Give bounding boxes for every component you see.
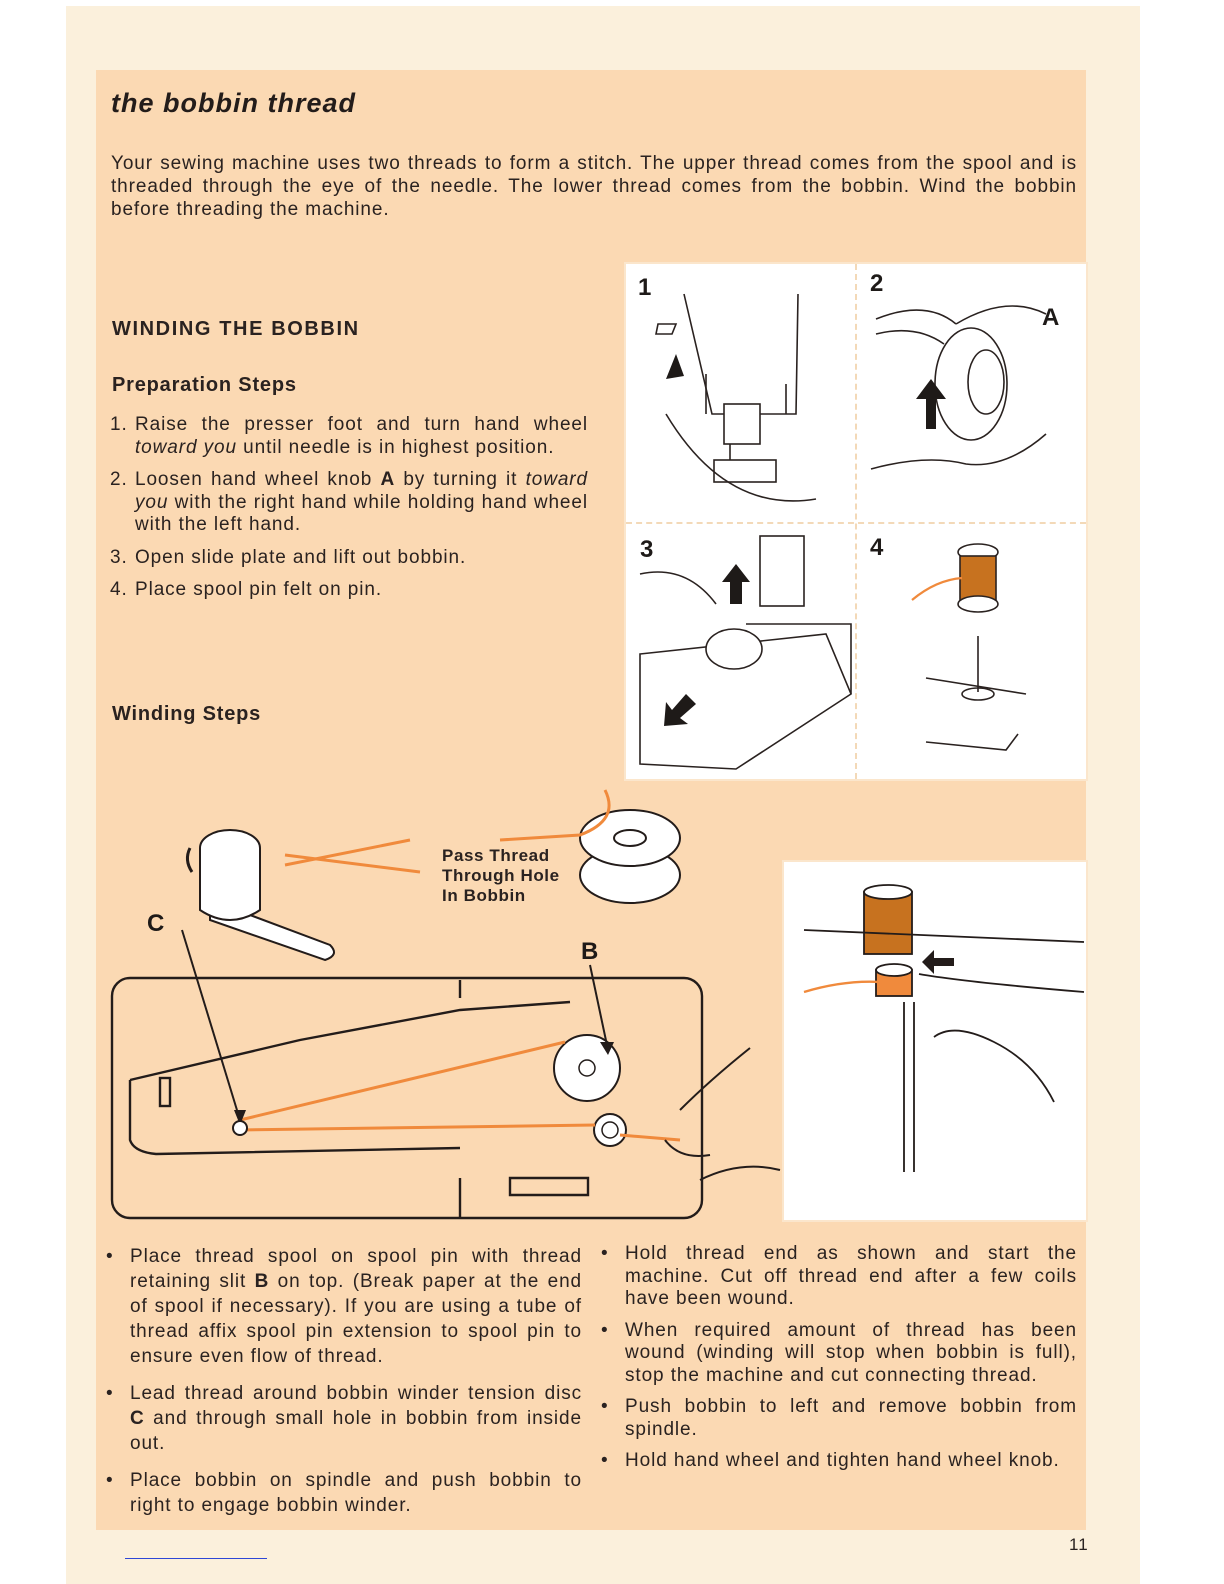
preparation-steps-list [110, 414, 588, 612]
instruction-text: Place bobbin on spindle and push bobbin to right to engage bobbin winder. [130, 1470, 582, 1516]
figure-number-3: 3 [640, 536, 654, 563]
left-arrow-icon [922, 950, 954, 974]
rotation-arrow-icon [187, 848, 192, 872]
instruction-item: • When required amount of thread has been wound (winding will stop when bobbin is full), stop the machine and cut connecting thread. [601, 1320, 1077, 1388]
label-b: B [581, 938, 599, 965]
knob-label-ref: A [380, 469, 396, 490]
hand-wheel-illustration [871, 306, 1046, 469]
step-number: 4. [110, 579, 128, 600]
step-text: Open slide plate and lift out bobbin. [135, 546, 467, 568]
instruction-text: Place thread spool on spool pin with thread retaining slit [130, 1246, 582, 1292]
winding-photo [782, 860, 1088, 1222]
step-number: 1. [110, 414, 128, 435]
winding-steps-heading: Winding Steps [112, 703, 262, 725]
winding-photo-drawing [784, 862, 1086, 1220]
step-text: Place spool pin felt on pin. [135, 579, 383, 600]
prep-step [110, 579, 588, 602]
preparation-heading: Preparation Steps [112, 374, 297, 396]
up-arrow-icon [666, 354, 684, 379]
figure-number-1: 1 [638, 274, 652, 301]
up-arrow-icon [916, 379, 946, 429]
prep-step [110, 547, 588, 570]
up-arrow-icon [722, 564, 750, 604]
step-number: 3. [110, 546, 128, 568]
step-text: with the right hand while holding hand wheel with the left hand. [135, 491, 588, 535]
down-left-arrow-icon [664, 694, 696, 726]
instruction-item [106, 1468, 582, 1518]
preparation-illustrations [624, 262, 1088, 781]
prep-step [110, 414, 588, 459]
instructions-right-list [601, 1243, 1077, 1482]
slide-plate-illustration [640, 536, 851, 769]
figure-number-4: 4 [870, 534, 884, 561]
instruction-item: • Hold thread end as shown and start the machine. Cut off thread end after a few coils have been wound. [601, 1243, 1077, 1311]
instruction-text: Lead thread around bobbin winder tension disc [130, 1383, 582, 1404]
figure-drawings [626, 264, 1086, 779]
spool-pin-illustration [926, 544, 1026, 750]
instruction-item: • Push bobbin to left and remove bobbin from spindle. [601, 1396, 1077, 1441]
page-number: 11 [1069, 1535, 1089, 1554]
section-title: the bobbin thread [111, 88, 356, 118]
spool-pin-icon [594, 1114, 626, 1146]
step-text: Loosen hand wheel knob [135, 469, 381, 490]
label-c: C [147, 910, 165, 937]
instructions-left-list [106, 1244, 582, 1530]
step-text: by turning it [395, 469, 526, 490]
step-emphasis: toward you [135, 436, 237, 458]
label-ref: C [130, 1408, 145, 1429]
step-text: Raise the presser foot and turn hand wheel [135, 414, 588, 435]
step-text: until needle is in highest position. [236, 436, 555, 458]
intro-paragraph: Your sewing machine uses two threads to form a stitch. The upper thread comes from the spool and is threaded through the eye of the needle. The lower thread comes from the bobbin. Wind the bobbin before threading the machine. [111, 153, 1077, 220]
label-ref: B [254, 1271, 270, 1292]
tension-disc-illustration [200, 830, 334, 960]
knob-label-a: A [1042, 304, 1060, 331]
machine-top-view [112, 978, 702, 1218]
instruction-item [106, 1244, 582, 1369]
pass-thread-label: Pass Thread Through Hole In Bobbin [442, 846, 560, 905]
tension-disc-icon [233, 1121, 247, 1135]
thread-spool-icon [864, 892, 912, 954]
bobbin-closeup-illustration [580, 810, 680, 903]
thread-line [912, 578, 962, 600]
instruction-text: on top. (Break paper at the end of spool if necessary). If you are using a tube of thread affix spool pin extension to spool pin to ensure even flow of thread. [130, 1271, 582, 1367]
figure-number-2: 2 [870, 270, 884, 297]
prep-step [110, 469, 588, 537]
winding-heading: WINDING THE BOBBIN [112, 318, 360, 340]
instruction-item: • Hold hand wheel and tighten hand wheel knob. [601, 1450, 1077, 1473]
thread-line [804, 982, 880, 992]
step-number: 2. [110, 469, 128, 490]
instruction-text: and through small hole in bobbin from inside out. [130, 1408, 582, 1454]
footer-link-underline [125, 1558, 267, 1559]
instruction-item [106, 1381, 582, 1456]
step-emphasis: toward you [135, 469, 589, 513]
presser-foot-illustration [656, 294, 816, 501]
